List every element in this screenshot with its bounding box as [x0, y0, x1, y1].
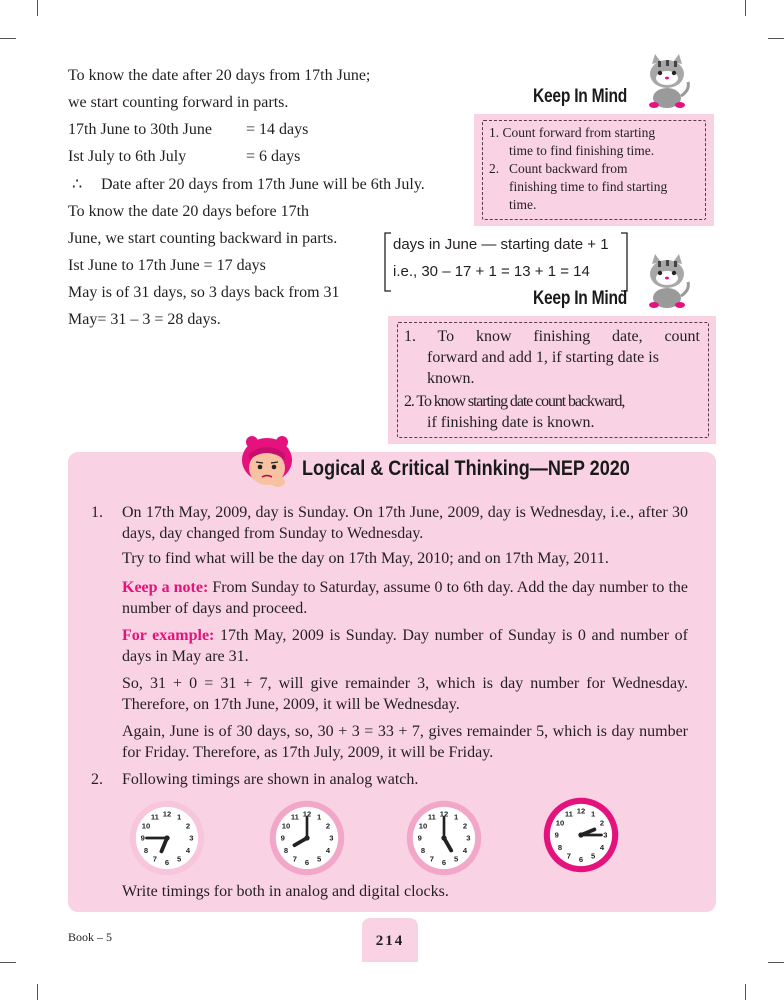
question-text: On 17th May, 2009, day is Sunday. On 17th June, 2009, day is Wednesday, i.e., after 30 days, day changed from Sunday to Wednesday.	[122, 504, 688, 542]
clock-number: 12	[162, 809, 172, 819]
analog-clock	[543, 797, 619, 873]
clock-number: 11	[150, 812, 159, 822]
text-line: June, we start counting backward in parts.	[68, 230, 338, 247]
text-line: May= 31 – 3 = 28 days.	[68, 311, 221, 328]
list-number: 2.	[489, 161, 500, 176]
clock-number: 3	[189, 833, 194, 843]
clock-center	[441, 835, 446, 840]
example-paragraph	[122, 625, 688, 667]
clock-number: 9	[417, 833, 422, 843]
clock-number: 3	[466, 833, 471, 843]
text-line: Ist June to 17th June = 17 days	[68, 257, 266, 274]
clock-number: 2	[462, 821, 468, 831]
paragraph: Again, June is of 30 days, so, 30 + 3 = 33 + 7, gives remainder 5, which is day number for Friday. Therefore, as 17th July, 2009, it will be Friday.	[122, 723, 688, 761]
instruction-text: Write timings for both in analog and digital clocks.	[122, 883, 449, 900]
clock-number: 8	[143, 845, 149, 855]
crop-mark	[0, 38, 16, 39]
clock-center	[578, 832, 583, 837]
crop-mark	[768, 38, 784, 39]
keep-in-mind-title: Keep In Mind	[533, 86, 627, 107]
page-number: 214	[375, 933, 405, 949]
clock-number: 5	[591, 851, 596, 861]
girl-thinking-icon	[238, 436, 296, 492]
clock-number: 1	[454, 812, 459, 822]
formula-line-2: i.e., 30 – 17 + 1 = 13 + 1 = 14	[393, 263, 590, 280]
text-line: Date after 20 days from 17th June will be 6th July.	[101, 176, 425, 193]
analog-clock	[269, 800, 345, 876]
clock-number: 2	[185, 821, 191, 831]
clock-number: 10	[418, 821, 428, 831]
keep-in-mind-list	[489, 124, 699, 214]
clock-number: 4	[185, 845, 191, 855]
clock-number: 4	[462, 845, 468, 855]
list-item: 1. Count forward from starting	[489, 125, 656, 140]
text-line: 17th June to 30th June	[68, 121, 212, 138]
keep-in-mind-title: Keep In Mind	[533, 288, 627, 309]
text-line: = 6 days	[246, 148, 301, 165]
crop-mark	[745, 0, 746, 16]
note-paragraph	[122, 577, 688, 619]
clock-number: 2	[325, 821, 331, 831]
clock-number: 9	[140, 833, 145, 843]
clock-number: 6	[578, 854, 584, 864]
crop-mark	[768, 962, 784, 963]
note-text: From Sunday to Saturday, assume 0 to 6th day. Add the day number to the number of days and proceed.	[122, 579, 689, 617]
clock-number: 12	[302, 809, 312, 819]
list-item	[489, 160, 699, 178]
clock-number: 1	[317, 812, 322, 822]
clock-number: 7	[152, 854, 157, 864]
question-number: 1.	[91, 504, 103, 521]
list-item: 2. To know starting date count backward,	[404, 393, 625, 410]
question-text: Try to find what will be the day on 17th May, 2010; and on 17th May, 2011.	[122, 550, 609, 567]
list-item: known.	[427, 370, 475, 387]
text-line: To know the date after 20 days from 17th June;	[68, 67, 371, 84]
text-line: May is of 31 days, so 3 days back from 31	[68, 284, 340, 301]
clock-number: 11	[290, 812, 299, 822]
list-item: forward and add 1, if starting date is	[427, 349, 659, 366]
clock-number: 10	[141, 821, 151, 831]
example-label: For example:	[122, 627, 215, 644]
clock-number: 10	[281, 821, 291, 831]
question-number: 2.	[91, 771, 103, 788]
clock-number: 5	[177, 854, 182, 864]
clock-number: 12	[439, 809, 449, 819]
list-item: if finishing date is known.	[427, 414, 595, 431]
clock-number: 11	[564, 809, 573, 819]
clock-number: 3	[329, 833, 334, 843]
text-line: we start counting forward in parts.	[68, 94, 289, 111]
clock-number: 8	[283, 845, 289, 855]
list-text: Count backward from	[509, 161, 628, 176]
clock-number: 5	[317, 854, 322, 864]
therefore-symbol: ∴	[72, 176, 83, 193]
clock-number: 4	[325, 845, 331, 855]
question-text: Following timings are shown in analog watch.	[122, 771, 419, 788]
clock-number: 6	[164, 857, 170, 867]
book-label: Book – 5	[68, 930, 113, 944]
clock-number: 8	[420, 845, 426, 855]
clock-number: 3	[603, 830, 608, 840]
list-item: 1. To know finishing date, count	[404, 328, 700, 345]
clock-number: 1	[591, 809, 596, 819]
clock-number: 6	[441, 857, 447, 867]
clock-number: 12	[576, 806, 586, 816]
analog-clock	[129, 800, 205, 876]
example-text: 17th May, 2009 is Sunday. Day number of Sunday is 0 and number of days in May are 31.	[122, 627, 689, 665]
clock-number: 7	[429, 854, 434, 864]
clock-number: 9	[280, 833, 285, 843]
analog-clock	[406, 800, 482, 876]
text-line: = 14 days	[246, 121, 309, 138]
clock-number: 7	[566, 851, 571, 861]
clock-number: 9	[554, 830, 559, 840]
clock-number: 2	[599, 818, 605, 828]
clock-center	[304, 835, 309, 840]
clock-number: 7	[292, 854, 297, 864]
clock-number: 11	[427, 812, 436, 822]
list-item: time.	[509, 197, 537, 212]
text-line: To know the date 20 days before 17th	[68, 203, 310, 220]
keep-in-mind-list	[404, 326, 700, 433]
clock-number: 10	[555, 818, 565, 828]
note-label: Keep a note:	[122, 579, 209, 596]
text-line: Ist July to 6th July	[68, 148, 187, 165]
clock-center	[164, 835, 169, 840]
section-title: Logical & Critical Thinking—NEP 2020	[302, 457, 630, 480]
clock-number: 4	[599, 842, 605, 852]
list-item: finishing time to find starting	[509, 179, 668, 194]
cat-icon	[644, 254, 692, 310]
crop-mark	[37, 0, 38, 16]
clock-number: 5	[454, 854, 459, 864]
list-item: time to find finishing time.	[509, 143, 655, 158]
formula-line-1: days in June — starting date + 1	[393, 236, 609, 253]
crop-mark	[37, 984, 38, 1000]
clock-number: 6	[304, 857, 310, 867]
clock-number: 1	[177, 812, 182, 822]
cat-icon	[644, 54, 692, 110]
clock-number: 8	[557, 842, 563, 852]
crop-mark	[0, 962, 16, 963]
paragraph: So, 31 + 0 = 31 + 7, will give remainder 3, which is day number for Wednesday. Therefore, on 17th June, 2009, it will be Wednesday.	[122, 675, 688, 713]
crop-mark	[745, 984, 746, 1000]
